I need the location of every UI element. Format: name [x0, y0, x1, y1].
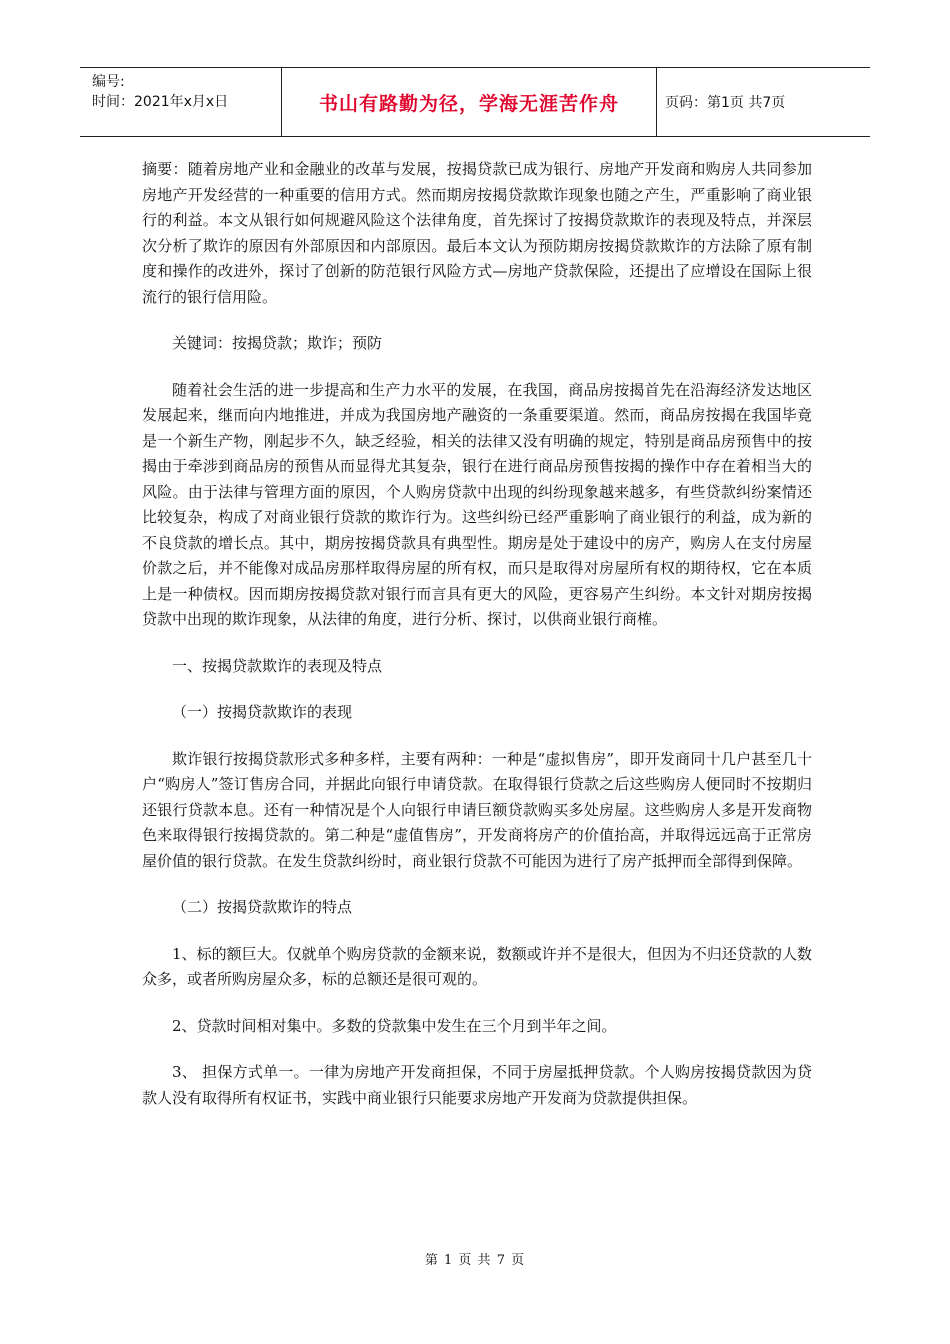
- page-header: [80, 67, 870, 137]
- section-heading: 一、按揭贷款欺诈的表现及特点: [172, 656, 383, 675]
- document-date: 时间：2021年x月x日: [92, 94, 229, 110]
- document-number-label: 编号:: [92, 74, 125, 90]
- list-item: 2、贷款时间相对集中。多数的贷款集中发生在三个月到半年之间。: [172, 1016, 617, 1035]
- subsection-heading: （一）按揭贷款欺诈的表现: [172, 703, 353, 721]
- header-motto: 书山有路勤为径，学海无涯苦作舟: [282, 68, 657, 136]
- header-page-info: 页码：第1页 共7页: [665, 95, 786, 111]
- keywords-line: 关键词：按揭贷款；欺诈；预防: [172, 334, 383, 352]
- abstract-paragraph: 摘要：随着房地产业和金融业的改革与发展，按揭贷款已成为银行、房地产开发商和购房人共同参加房地产开发经营的一种重要的信用方式。然而期房按揭贷款欺诈现象也随之产生，严重影响了商业银行的利益。本文从银行如何规避风险这个法律角度，首先探讨了按揭贷款欺诈的表现及特点，并深层次分析了欺诈的原因有外部原因和内部原因。最后本文认为预防期房按揭贷款欺诈的方法除了原有制度和操作的改进外，探讨了创新的防范银行风险方式—房地产贷款保险，还提出了应增设在国际上很流行的银行信用险。: [142, 160, 812, 306]
- subsection-heading: （二）按揭贷款欺诈的特点: [172, 898, 353, 916]
- list-item: 3、 担保方式单一。一律为房地产开发商担保，不同于房屋抵押贷款。个人购房按揭贷款因为贷款人没有取得所有权证书，实践中商业银行只能要求房地产开发商为贷款提供担保。: [142, 1063, 812, 1107]
- document-body: [142, 157, 812, 1132]
- list-item: 1、标的额巨大。仅就单个购房贷款的金额来说，数额或许并不是很大，但因为不归还贷款的人数众多，或者所购房屋众多，标的总额还是很可观的。: [142, 944, 812, 988]
- intro-paragraph: 随着社会生活的进一步提高和生产力水平的发展，在我国，商品房按揭首先在沿海经济发达地区发展起来，继而向内地推进，并成为我国房地产融资的一条重要渠道。然而，商品房按揭在我国毕竟是一个新生产物，刚起步不久，缺乏经验，相关的法律又没有明确的规定，特别是商品房预售中的按揭由于牵涉到商品房的预售从而显得尤其复杂，银行在进行商品房预售按揭的操作中存在着相当大的风险。由于法律与管理方面的原因，个人购房贷款中出现的纠纷现象越来越多，有些贷款纠纷案情还比较复杂，构成了对商业银行贷款的欺诈行为。这些纠纷已经严重影响了商业银行的利益，成为新的不良贷款的增长点。其中，期房按揭贷款具有典型性。期房是处于建设中的房产，购房人在支付房屋价款之后，并不能像对成品房那样取得房屋的所有权，而只是取得对房屋所有权的期待权，它在本质上是一种债权。因而期房按揭贷款对银行而言具有更大的风险，更容易产生纠纷。本文针对期房按揭贷款中出现的欺诈现象，从法律的角度，进行分析、探讨，以供商业银行商榷。: [142, 380, 812, 628]
- page-footer: 第 1 页 共 7 页: [424, 1253, 526, 1268]
- header-meta: [80, 68, 282, 136]
- subsection-paragraph: 欺诈银行按揭贷款形式多种多样，主要有两种：一种是“虚拟售房”，即开发商同十几户甚至几十户“购房人”签订售房合同，并据此向银行申请贷款。在取得银行贷款之后这些购房人便同时不按期归还银行贷款本息。还有一种情况是个人向银行申请巨额贷款购买多处房屋。这些购房人多是开发商物色来取得银行按揭贷款的。第二种是“虚值售房”，开发商将房产的价值抬高，并取得远远高于正常房屋价值的银行贷款。在发生贷款纠纷时，商业银行贷款不可能因为进行了房产抵押而全部得到保障。: [142, 749, 812, 870]
